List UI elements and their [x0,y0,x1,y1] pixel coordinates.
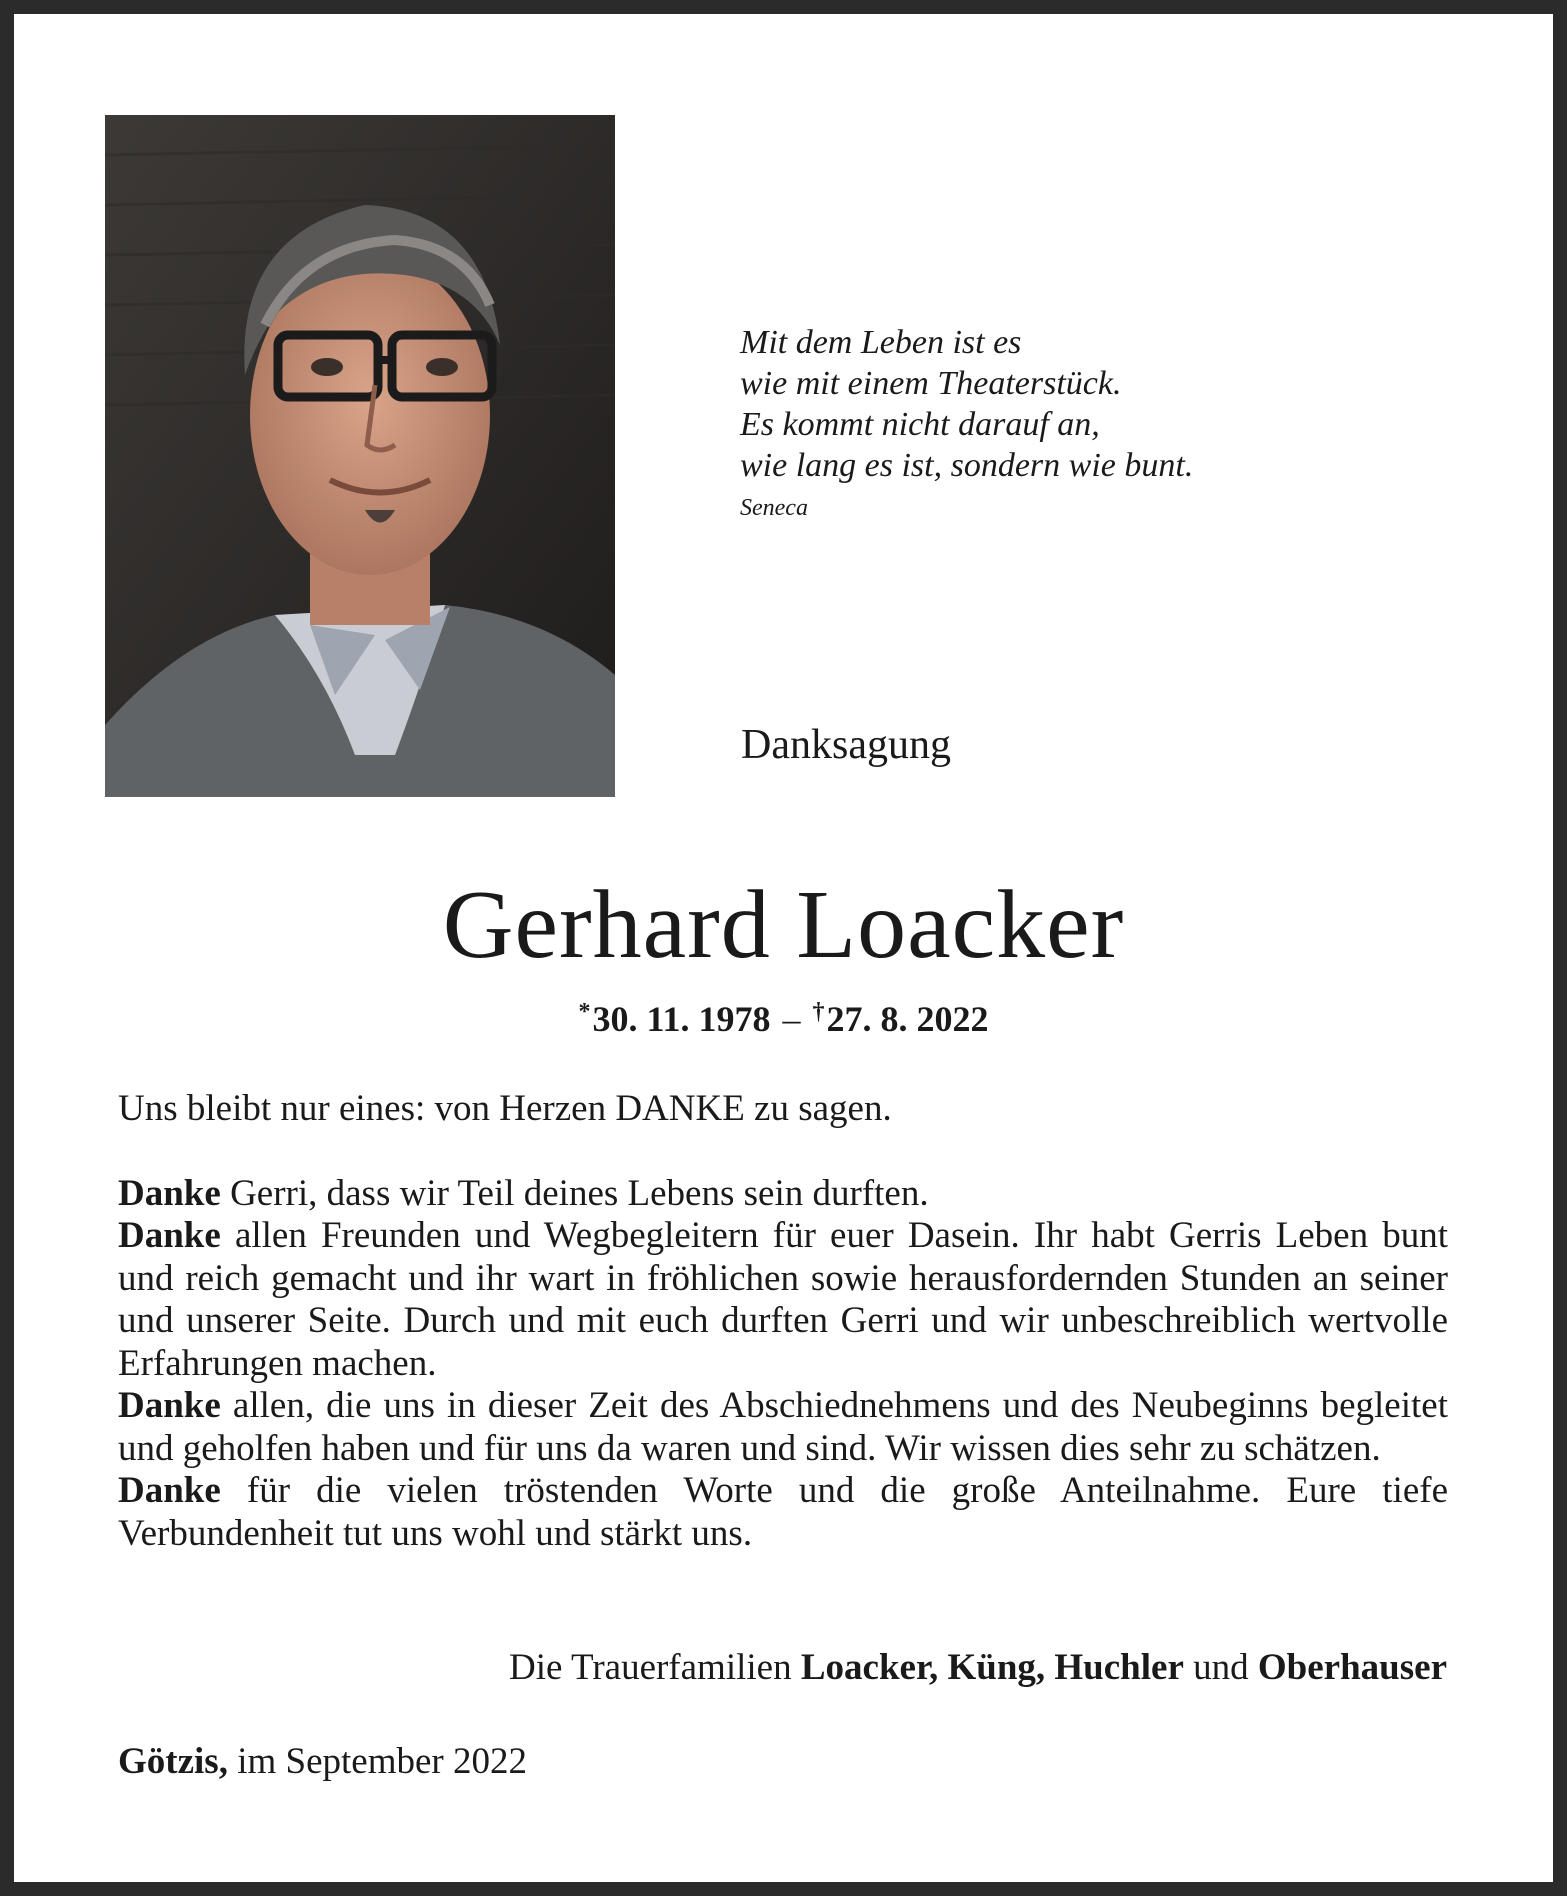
thanks-text: für die vielen tröstenden Worte und die große Anteilnahme. Eure tiefe Verbundenheit tut uns wohl und stärkt uns. [118,1470,1448,1554]
signature-and: und [1183,1647,1258,1688]
place-city: Götzis, [118,1741,228,1782]
thanks-lead: Danke [118,1470,221,1511]
signature-prefix: Die Trauerfamilien [509,1647,801,1688]
quote [740,322,1440,524]
life-dates [0,990,1567,1041]
place-date [118,1740,527,1784]
signature-last-family: Oberhauser [1257,1647,1447,1688]
thanks-paragraph [118,1173,1448,1216]
page-heading: Danksagung [741,722,951,768]
signature-families: Loacker, Küng, Huchler [800,1647,1184,1688]
thanks-paragraph [118,1215,1448,1385]
deceased-name: Gerhard Loacker [442,871,1125,979]
portrait-photo [105,115,615,797]
quote-author: Seneca [740,495,808,521]
quote-line: wie lang es ist, sondern wie bunt. [740,447,1194,484]
thanks-paragraph [118,1470,1448,1555]
death-date: 27. 8. 2022 [826,999,989,1039]
quote-line: Es kommt nicht darauf an, [740,406,1100,443]
thanks-lead: Danke [118,1385,221,1426]
date-separator: – [782,999,801,1039]
quote-line: wie mit einem Theaterstück. [740,365,1122,402]
place-month: im September 2022 [227,1741,527,1782]
birth-date: 30. 11. 1978 [592,999,771,1039]
thanks-text: allen, die uns in dieser Zeit des Abschiednehmens und des Neubeginns begleitet und geholfen haben und für uns da waren und sind. Wir wissen dies sehr zu schätzen. [118,1385,1448,1469]
birth-symbol: * [578,999,591,1025]
portrait-illustration [105,115,615,797]
thanks-text: allen Freunden und Wegbegleitern für euer Dasein. Ihr habt Gerris Leben bunt und reich gemacht und ihr wart in fröhlichen sowie herausfordernden Stunden an seiner und unserer Seite. Durch und mit euch durften Gerri und wir unbeschreiblich wertvolle Erfahrungen machen. [118,1215,1448,1384]
quote-line: Mit dem Leben ist es [740,324,1022,361]
death-symbol: † [812,999,825,1025]
family-signature [509,1646,1447,1690]
thanks-text: Gerri, dass wir Teil deines Lebens sein durften. [220,1172,929,1214]
thanks-text [118,1088,1448,1555]
thanks-paragraph [118,1385,1448,1470]
thanks-lead: Danke [118,1215,221,1256]
thanks-lead: Danke [118,1172,221,1214]
intro-sentence: Uns bleibt nur eines: von Herzen DANKE zu sagen. [118,1088,892,1129]
